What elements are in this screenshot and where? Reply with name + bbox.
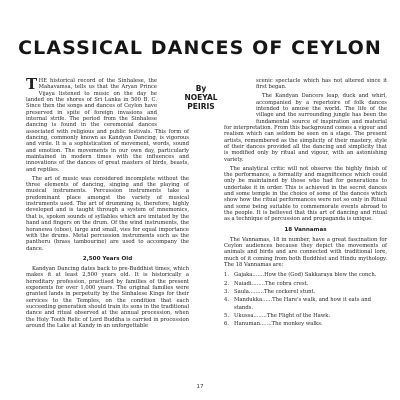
left-column [26, 75, 189, 332]
list-item-text: Hanuman.......The monkey walks. [234, 321, 323, 328]
list-item-number: 5. [224, 312, 230, 319]
page-number: 17 [196, 384, 204, 390]
list-item [224, 288, 387, 296]
byline-by: By [195, 84, 207, 93]
byline-first-name: NOEYAL [184, 93, 218, 102]
list-item-text: Ukussa........The Flight of the Hawk. [234, 312, 331, 319]
list-item [224, 312, 387, 320]
paragraph: The Vannamas, 18 in number, have a great fascination for Ceylon audiences because they depict the movements of animals and birds and are connected with traditional lore, much of it coming from both Buddhist and Hindu mythology. The 18 Vannamas are: [224, 236, 387, 269]
list-item-number: 3. [224, 288, 230, 295]
section-heading-2500-years: 2,500 Years Old [82, 255, 133, 262]
paragraph: The art of music was considered incomplete without the three elements of dancing, singing and the playing of musical instruments. Percussion instruments take a predominant place amongst the variety of musical instruments used. The art of drumming is, therefore, highly developed and is taught through a system of mnemonics, that is, spoken sounds of syllables which are imitated by the hand and fingers on the drum. Of the wind instruments, the horanewa (oboe), large and small, vies for equal importance with the drums. Metal percussion instruments such as the pantheru (brass tambourine) are used to accompany the dance. [26, 175, 189, 252]
list-item [224, 320, 387, 328]
paragraph: scenic spectacle which has not altered since it first began. [256, 78, 387, 91]
list-item-text: Naiadi........The cobra crest. [234, 280, 309, 287]
list-item [224, 280, 387, 288]
list-item-number: 2. [224, 280, 230, 287]
list-item-number: 4. [224, 296, 230, 303]
list-item [224, 271, 387, 279]
vannamas-list [224, 271, 387, 328]
list-item-text: Saula.........The cockerel stunt. [234, 288, 316, 295]
list-item-text: Gajaka.......How the (God) Sakkaraya blew the conch. [234, 272, 377, 279]
article-title: CLASSICAL DANCES OF CEYLON [18, 37, 382, 59]
right-column [224, 78, 387, 328]
list-item [224, 296, 387, 312]
byline-wrap-spacer [157, 78, 189, 124]
list-item-number: 1. [224, 272, 230, 279]
list-item-number: 6. [224, 321, 230, 328]
paragraph: The Kandyan Dancers leap, duck and whirl, accompanied by a repertoire of folk dances intended to amuse the world. The life of the village and the surrounding jungle has been the fundamental source of inspiration and material for interpretation. From this background comes a vigour and realism which can seldom be seen on a stage. The present artists, remembered as the simplicity of their mastery, style of their dances provided all the dancing and simplicity that is modified only by ritual and vigour, with an astonishing variety. [224, 93, 387, 163]
byline-wrap-spacer [224, 78, 256, 124]
drop-cap: T [26, 75, 38, 93]
paragraph: Kandyan Dancing dates back to pre-Buddhist times, which makes it at least 2,500 years old. It is historically a hereditary profession, practised by families of the present exponents for over 1,000 years. The original families were granted lands in perpetuity by the Sinhalese Kings for their services to the Temples, on the condition that each succeeding generation should train its sons in the traditional dance and ritual observed at the annual procession, when the Holy Tooth Relic of Lord Buddha is carried in procession around the Lake at Kandy in an unforgettable [26, 265, 189, 329]
byline-last-name: PEIRIS [187, 102, 215, 111]
list-item-text: Mandukka......The Hare's walk, and how it eats and stands. [234, 296, 372, 311]
paragraph: The analytical critic will not observe the highly finish of the performance, a formality and magnificence which could only be maintained by those who had for generations to undertake it in order. This is achieved in the secret dances and some temple in the choice of some of the dances which show how the ritual performances were not so only in Ritual and some being suitable to commemorate events abroad to the people. It is believed that this art of dancing and ritual as a technique of percussion and propaganda is unique. [224, 165, 387, 223]
section-heading-18-vannamas: 18 Vannamas [284, 226, 327, 233]
intro-paragraph-text: HE historical record of the Sinhalese, the Mahavamsa, tells us that the Aryan Prince Vijaya listened to music on the day he landed on the shores of Sri Lanka in 500 B. C. Since then the songs and dances of Ceylon have preserved in spite of foreign invasions and internal strife. The period from the Sinhalese dancing is found in the ceremonial dances associated with religious and public festivals. This form of dancing, commonly known as Kandyan Dancing, is vigorous and virile. It is a sophistication of movement, words, sound and emotion. The movements in our own day, particularly maintained in modern times with the influences and innovations of the dances of great masters of birds, beasts, and reptiles. [26, 78, 189, 173]
